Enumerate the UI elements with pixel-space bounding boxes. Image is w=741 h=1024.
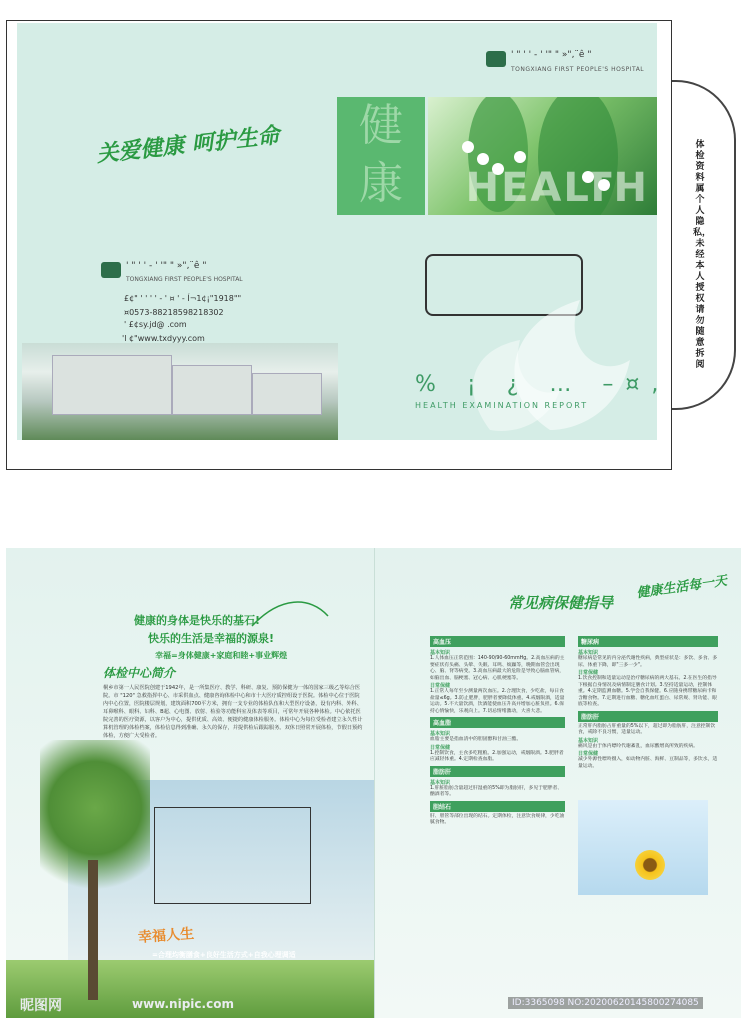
sunflower-icon xyxy=(635,850,665,880)
section-text: 1.正常人每年至少测量两次血压。2.合理饮食，少吃盐，每日食盐量≤6g。3.防止肥胖，肥胖者要降低体重。4.戒烟限酒，适量运动。5.不大量饮酒，饮酒能使血压升高并增加心脏负担。6.保持心情愉快，乐观向上。7.切忌情绪激动，大喜大悲。 xyxy=(430,689,565,714)
hospital-logo-icon xyxy=(486,51,506,67)
contact-address: £¢" ' ' ' ' - ' ¤ ' - Í¬1¢¡"1918"" xyxy=(124,294,242,303)
contact-hospital-name: ' " ' ' - ' '" " »",¨ê " xyxy=(126,261,207,271)
section-subheading: 基本知识 xyxy=(430,779,451,786)
section-heading: 脂肪肝 xyxy=(430,766,565,777)
section-subheading: 基本知识 xyxy=(430,731,451,737)
section-subheading: 日常保健 xyxy=(578,670,599,676)
happy-title: 幸福人生 xyxy=(137,926,195,946)
health-char-1: 健 xyxy=(359,100,403,151)
hospital-building-photo xyxy=(22,343,338,440)
hospital-name-cn: ' " ' ' - ' '" " »",¨ê " xyxy=(511,50,592,60)
section-heading: 胆结石 xyxy=(430,801,565,812)
fold-line xyxy=(374,548,375,1018)
guide-section xyxy=(430,636,565,682)
section-text: 糖尿病是常见的内分泌代谢性疾病，典型症状是：多饮、多食、多尿、体重下降，即"三多一少"。 xyxy=(578,656,718,668)
section-subheading: 基本知识 xyxy=(578,650,599,656)
section-text: 正常肝内脂肪占肝重量的5%以下，超过即为脂肪肝，注意控制饮食，戒除不良习惯，适量运动。 xyxy=(578,723,716,735)
report-title: % ¡ ¿ … –¤, xyxy=(415,372,671,397)
contact-hospital-en: TONGXIANG FIRST PEOPLE'S HOSPITAL xyxy=(126,276,243,283)
section-subheading: 日常保健 xyxy=(430,744,451,751)
guide-section xyxy=(578,737,718,751)
guide-section xyxy=(430,682,565,715)
guide-section xyxy=(430,744,565,764)
flower-photo xyxy=(578,800,708,895)
section-text: 1.饮食控制和适量运动是治疗糖尿病的两大基石。2.在医生的指导下根据自身情况及病情制定膳食计划。3.坚持适量运动，控制体重。4.定期监测血糖。5.学会自我保健。6.应随身携带糖尿病卡和含糖食物。7.定期进行血糖、糖化血红蛋白、尿常规、肾功能、眼底等检查。 xyxy=(578,676,717,707)
report-subtitle: HEALTH EXAMINATION REPORT xyxy=(415,401,589,410)
slogan-happy: 快乐的生活是幸福的源泉! xyxy=(148,632,275,645)
contact-website: 'l ¢"www.txdyyy.com xyxy=(122,334,205,343)
section-text: 减少外源性嘌呤摄入，如动物内脏、海鲜、豆制品等，多饮水，适量运动。 xyxy=(578,757,718,769)
section-subheading: 基本知识 xyxy=(578,737,599,744)
swoosh-icon xyxy=(250,596,330,636)
section-subheading: 日常保健 xyxy=(578,751,599,757)
section-text: 肝、胆管等部位出现的结石。定期体检，注意饮食规律，少吃油腻食物。 xyxy=(430,813,565,825)
tree-trunk xyxy=(88,860,98,1000)
section-heading: 高血脂 xyxy=(430,717,565,728)
section-text: 1.人体血压正常范围：140-90/90-60mmHg。2.高血压病的主要症状有头痛、头晕、失眠、耳鸣、烦躁等，晚期血管会出现心、脑、肾等病变。3.高血压病最大的危险是导致心脑血管病，如脑出血、脑梗塞、冠心病、心肌梗塞等。 xyxy=(430,656,565,681)
lily-photo xyxy=(428,97,657,215)
section-heading: 脂肪肝 xyxy=(578,711,718,722)
guide-section xyxy=(430,717,565,744)
section-subheading: 基本知识 xyxy=(430,650,451,656)
health-cn-block xyxy=(337,97,425,215)
section-text: 1.肝脏脂肪含量超过肝湿重的5%即为脂肪肝，多见于肥胖者、酗酒者等。 xyxy=(430,785,563,797)
guide-section xyxy=(430,766,565,799)
flap-privacy-text: 体检资料属个人隐私，未经本人授权请勿随意拆阅 xyxy=(693,140,712,370)
watermark-site: 昵图网 xyxy=(20,998,62,1014)
section-text: 血脂主要是指血清中的胆固醇和甘油三酯。 xyxy=(430,737,522,742)
guide-title: 常见病保健指导 xyxy=(508,594,614,612)
guide-column-2 xyxy=(578,634,718,770)
contact-email: ' £¢sy.jd@ .com xyxy=(124,320,187,329)
guide-section xyxy=(578,750,718,770)
contact-phone: ¤0573-88218598218302 xyxy=(124,308,224,317)
guide-section xyxy=(430,801,565,827)
intro-text: 桐乡市第一人民医院创建于1942年，是一所集医疗、教学、科研、康复、预防保健为一体的国家三级乙等综合医院。市 "120" 急救指挥中心、市采供血点、健康咨询体检中心和市十大医疗质控组设于医院。体检中心位于医院内中心位置，医院楼层规划，建筑面积700平方米，拥有一支专业的体检队伍和大型医疗设备，设有内科、外科、耳鼻喉科、眼科、妇科、B超、心电图、放射、检验等功能科室及体表等项目，可常年开展各种体检。中心依托医院完善的医疗资源，以客户为中心，提供优质、高效、便捷的健康体检服务。体检中心为每位受检者建立永久性计算机管理的体检档案，体检信息得到准确、永久的保存，并提供检后跟踪服务。双休日照常开展体检，节假日预约体检，方便广大受检者。 xyxy=(103,685,363,739)
guide-section xyxy=(578,669,718,709)
guide-corner-slogan: 健康生活每一天 xyxy=(635,573,728,602)
health-char-2: 康 xyxy=(359,158,403,209)
slogan-health: 健康的身体是快乐的基石! xyxy=(134,614,261,627)
leaf-pattern-icon xyxy=(430,240,650,440)
section-heading: 糖尿病 xyxy=(578,636,718,647)
cover-slogan: 关爱健康 呵护生命 xyxy=(95,122,281,168)
hospital-name-en: TONGXIANG FIRST PEOPLE'S HOSPITAL xyxy=(511,66,645,73)
happy-formula: =合理均衡膳食+良好生活方式+自我心理调适 xyxy=(152,951,296,959)
intro-title: 体检中心简介 xyxy=(103,666,176,680)
guide-section xyxy=(578,636,718,669)
guide-column-1 xyxy=(430,634,565,827)
watermark-url: www.nipic.com xyxy=(132,997,234,1011)
section-text: 痛风是由于体内嘌呤代谢紊乱，血尿酸增高所致的疾病。 xyxy=(578,743,698,749)
health-word: HEALTH xyxy=(465,165,649,211)
guide-section xyxy=(578,711,718,737)
slogan-formula: 幸福=身体健康+家庭和睦+事业辉煌 xyxy=(155,651,288,660)
section-text: 1.控制饮食，主食多吃粗粮。2.加强运动，戒烟限酒。3.肥胖者应减轻体重。4.定期检查血脂。 xyxy=(430,750,564,762)
contact-logo-icon xyxy=(101,262,121,278)
watermark-id: ID:3365098 NO:20200620145800274085 xyxy=(508,997,703,1009)
photo-placeholder xyxy=(154,807,311,904)
section-subheading: 日常保健 xyxy=(430,683,451,689)
section-heading: 高血压 xyxy=(430,636,565,647)
